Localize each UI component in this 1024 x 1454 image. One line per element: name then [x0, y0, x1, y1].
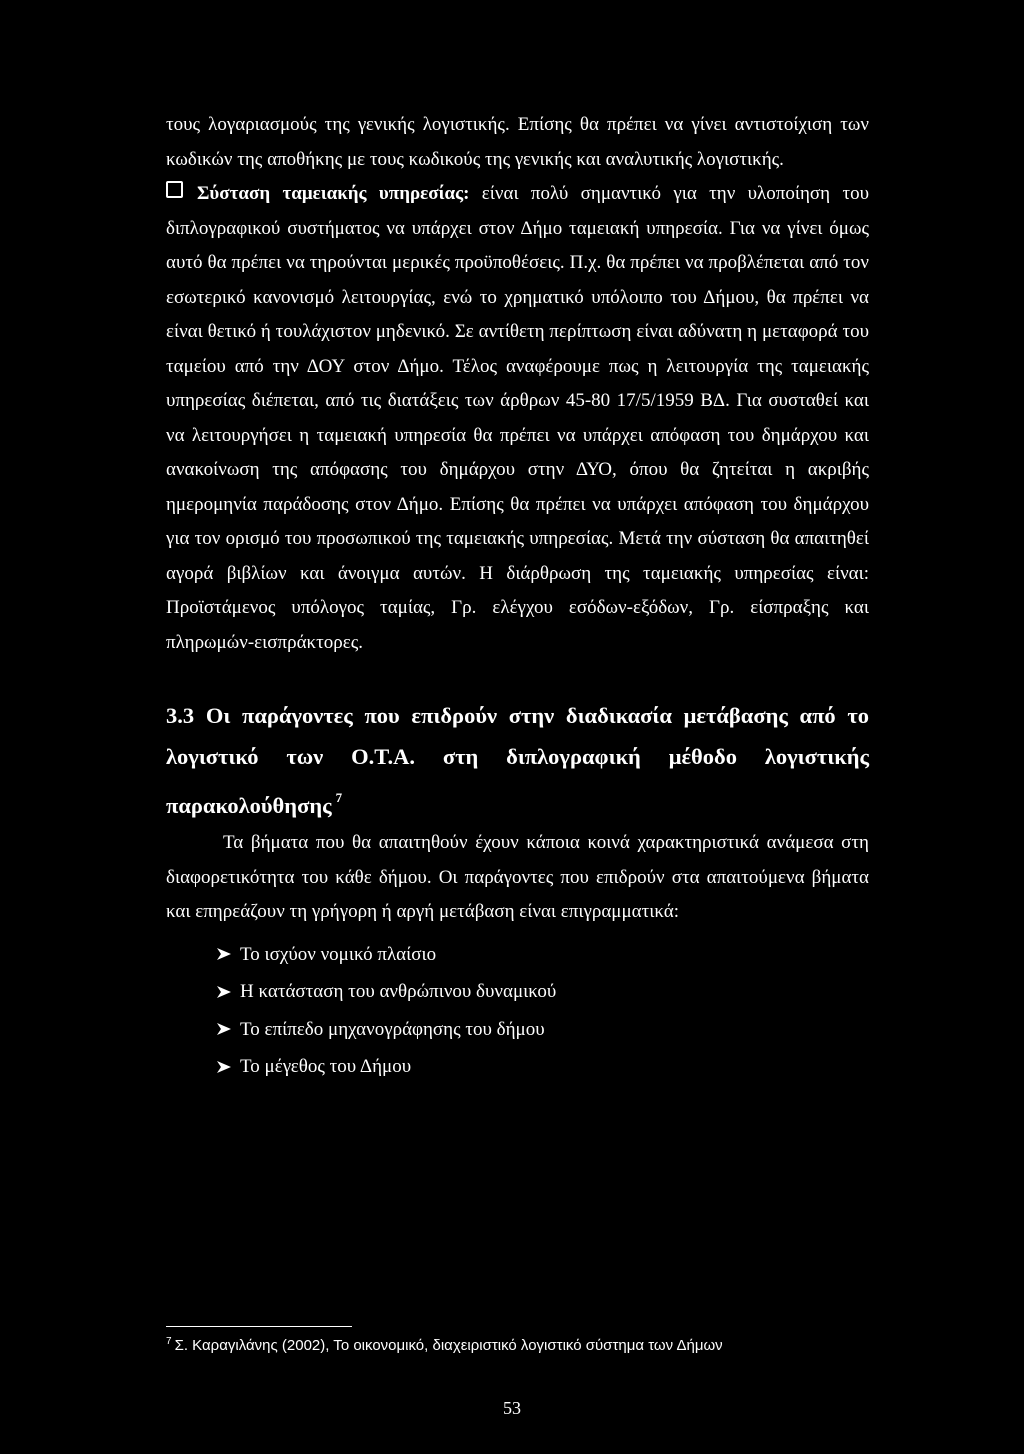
section-heading-text: 3.3 Οι παράγοντες που επιδρούν στην διαδικασία μετάβασης από το λογιστικό των Ο.Τ.Α. στη διπλογραφική μέθοδο λογιστικής παρακολούθησης [166, 703, 869, 818]
list-item [216, 1011, 869, 1049]
paragraph-intro: τους λογαριασμούς της γενικής λογιστικής. Επίσης θα πρέπει να γίνει αντιστοίχιση των κωδικών της αποθήκης με τους κωδικούς της γενικής και αναλυτικής λογιστικής. [166, 114, 869, 170]
list-item-text: Η κατάσταση του ανθρώπινου δυναμικού [240, 981, 557, 1002]
list-item-text: Το ισχύον νομικό πλαίσιο [240, 943, 437, 965]
list-item [216, 1048, 869, 1086]
footnote-marker: 7 [166, 1336, 172, 1347]
list-item [216, 936, 869, 974]
list-item-text: Το επίπεδο μηχανογράφησης του δήμου [240, 1018, 545, 1040]
list-item [216, 973, 869, 1011]
arrowhead-bullet-icon [216, 984, 232, 1000]
list-item-text: Το μέγεθος του Δήμου [240, 1056, 412, 1077]
document-body [166, 108, 869, 1086]
empty-checkbox-icon [166, 181, 183, 198]
paragraph-treasury [166, 177, 869, 660]
footnote-divider [166, 1326, 352, 1327]
factor-list [166, 936, 869, 1086]
paragraph-lead: Σύσταση ταμειακής υπηρεσίας: [197, 183, 470, 204]
footnote [166, 1336, 723, 1354]
footnote-reference: 7 [335, 790, 343, 805]
arrowhead-bullet-icon [216, 1021, 232, 1037]
paragraph-body: είναι πολύ σημαντικό για την υλοποίηση του διπλογραφικού συστήματος να υπάρχει στον Δήμο ταμειακή υπηρεσία. Για να γίνει όμως αυτό θα πρέπει να τηρούνται μερικές προϋποθέσεις. Π.χ. θα πρέπει να προβλέπεται από τον εσωτερικό κανονισμό λειτουργίας, ενώ το χρηματικό υπόλοιπο του Δήμου, θα πρέπει να είναι θετικό ή τουλάχιστον μηδενικό. Σε αντίθετη περίπτωση είναι αδύνατη η μεταφορά του ταμείου από την ΔΟΥ στον Δήμο. Τέλος αναφέρουμε πως η λειτουργία της ταμειακής υπηρεσίας διέπεται, από τις διατάξεις των άρθρων 45-80 17/5/1959 ΒΔ. Για συσταθεί και να λειτουργήσει η ταμειακή υπηρεσία θα πρέπει να υπάρχει απόφαση του δημάρχου και ανακοίνωση της απόφασης του δημάρχου στην ΔΥΟ, όπου θα ζητείται η ακριβής ημερομηνία παράδοσης στον Δήμο. Επίσης θα πρέπει να υπάρχει απόφαση του δημάρχου για τον ορισμό του προσωπικού της ταμειακής υπηρεσίας. Μετά την σύσταση θα απαιτηθεί αγορά βιβλίων και άνοιγμα αυτών. Η διάρθρωση της ταμειακής υπηρεσίας είναι: Προϊστάμενος υπόλογος ταμίας, Γρ. ελέγχου εσόδων-εξόδων, Γρ. είσπραξης και πληρωμών-εισπράκτορες. [166, 183, 869, 653]
paragraph-steps: Τα βήματα που θα απαιτηθούν έχουν κάποια κοινά χαρακτηριστικά ανάμεσα στη διαφορετικότητα του κάθε δήμου. Οι παράγοντες που επιδρούν στα απαιτούμενα βήματα και επηρεάζουν τη γρήγορη ή αργή μετάβαση είναι επιγραμματικά: [166, 832, 869, 922]
footnote-text: Σ. Καραγιλάνης (2002), Το οικονομικό, διαχειριστικό λογιστικό σύστημα των Δήμων [174, 1337, 723, 1354]
section-heading [166, 695, 869, 826]
page-number: 53 [503, 1398, 521, 1418]
arrowhead-bullet-icon [216, 946, 232, 962]
arrowhead-bullet-icon [216, 1059, 232, 1075]
